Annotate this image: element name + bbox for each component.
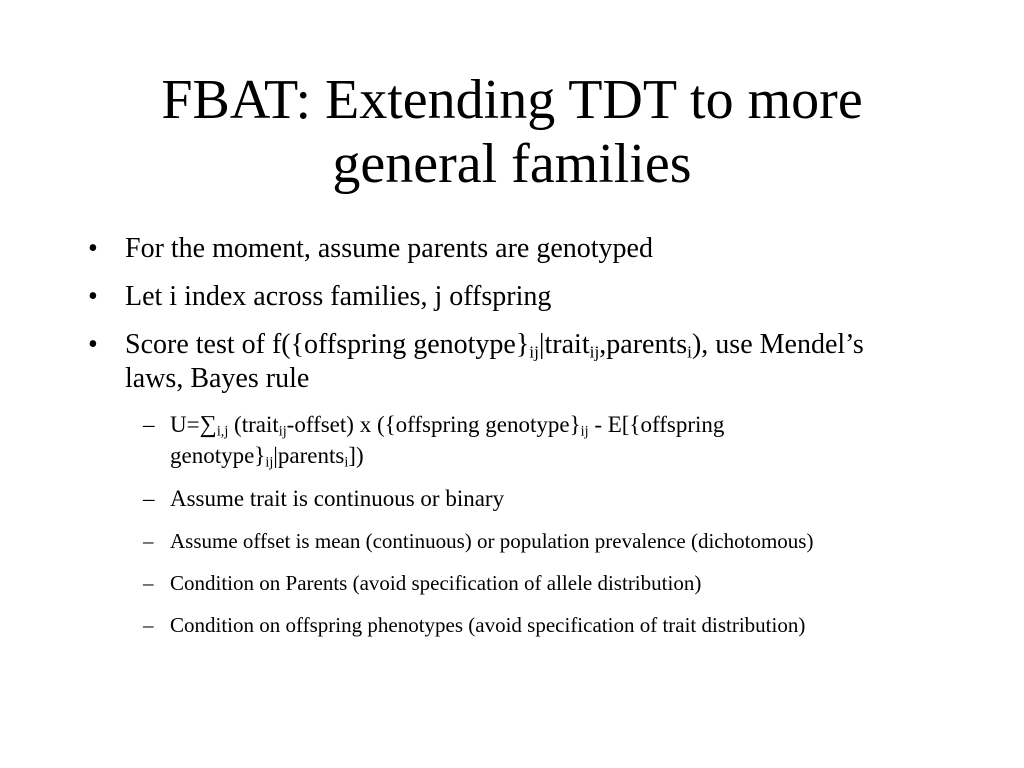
bullet-text: Let i index across families, j offspring [125,281,552,312]
bullet-text: For the moment, assume parents are genotyped [125,233,653,264]
dash-icon: – [143,486,155,511]
subbullet-text: Assume trait is continuous or binary [170,486,505,511]
slide-title [60,68,964,196]
u-stat-text-3: -offset) x ({offspring genotype} [286,412,581,437]
score-test-text-2: |trait [538,329,590,360]
summation-symbol: ∑ [199,411,217,438]
score-test-text-1: Score test of f({offspring genotype} [125,329,530,360]
u-stat-text-4: - E[{offspring genotype} [170,412,725,468]
score-test-sub-3: i [687,342,692,362]
subbullet-item-offset [0,526,1024,556]
score-test-text-3: ,parents [599,329,688,360]
subbullet-item-condition-phenotypes [0,610,1024,640]
subbullet-text: Condition on offspring phenotypes (avoid specification of trait distribution) [170,613,806,637]
subbullet-text: Condition on Parents (avoid specification of allele distribution) [170,571,702,595]
bullet-item-score-test [0,328,1024,396]
u-stat-text-2: (trait [228,412,279,437]
subbullet-item-trait-type [0,483,1024,514]
dash-icon: – [143,613,154,637]
u-stat-sub-3: ij [580,423,589,440]
u-stat-sub-2: ij [278,423,287,440]
slide-body [0,232,1024,652]
subbullet-text: Assume offset is mean (continuous) or population prevalence (dichotomous) [170,529,814,553]
u-stat-sub-1: i,j [216,423,229,440]
subbullet-item-u-statistic [0,409,1024,471]
score-test-sub-1: ij [529,342,539,362]
u-stat-text-5: |parents [273,443,345,468]
u-stat-sub-5: i [344,454,349,471]
bullet-item-index-families [0,280,1024,314]
score-test-sub-2: ij [589,342,600,362]
u-stat-sub-4: ij [265,454,274,471]
slide-title-line-1: FBAT: Extending TDT to more [161,69,863,131]
dash-icon: – [143,529,154,553]
subbullet-item-condition-parents [0,568,1024,598]
score-test-text-4: ), use Mendel’s laws, Bayes rule [125,329,864,394]
u-stat-text-1: U= [170,412,200,437]
bullet-item-parents-genotyped [0,232,1024,266]
bullet-icon: • [88,233,98,264]
u-stat-text-6: ]) [348,443,364,468]
slide-title-line-2: general families [332,133,692,195]
bullet-icon: • [88,281,98,312]
dash-icon: – [143,412,155,437]
dash-icon: – [143,571,154,595]
bullet-icon: • [88,329,98,360]
